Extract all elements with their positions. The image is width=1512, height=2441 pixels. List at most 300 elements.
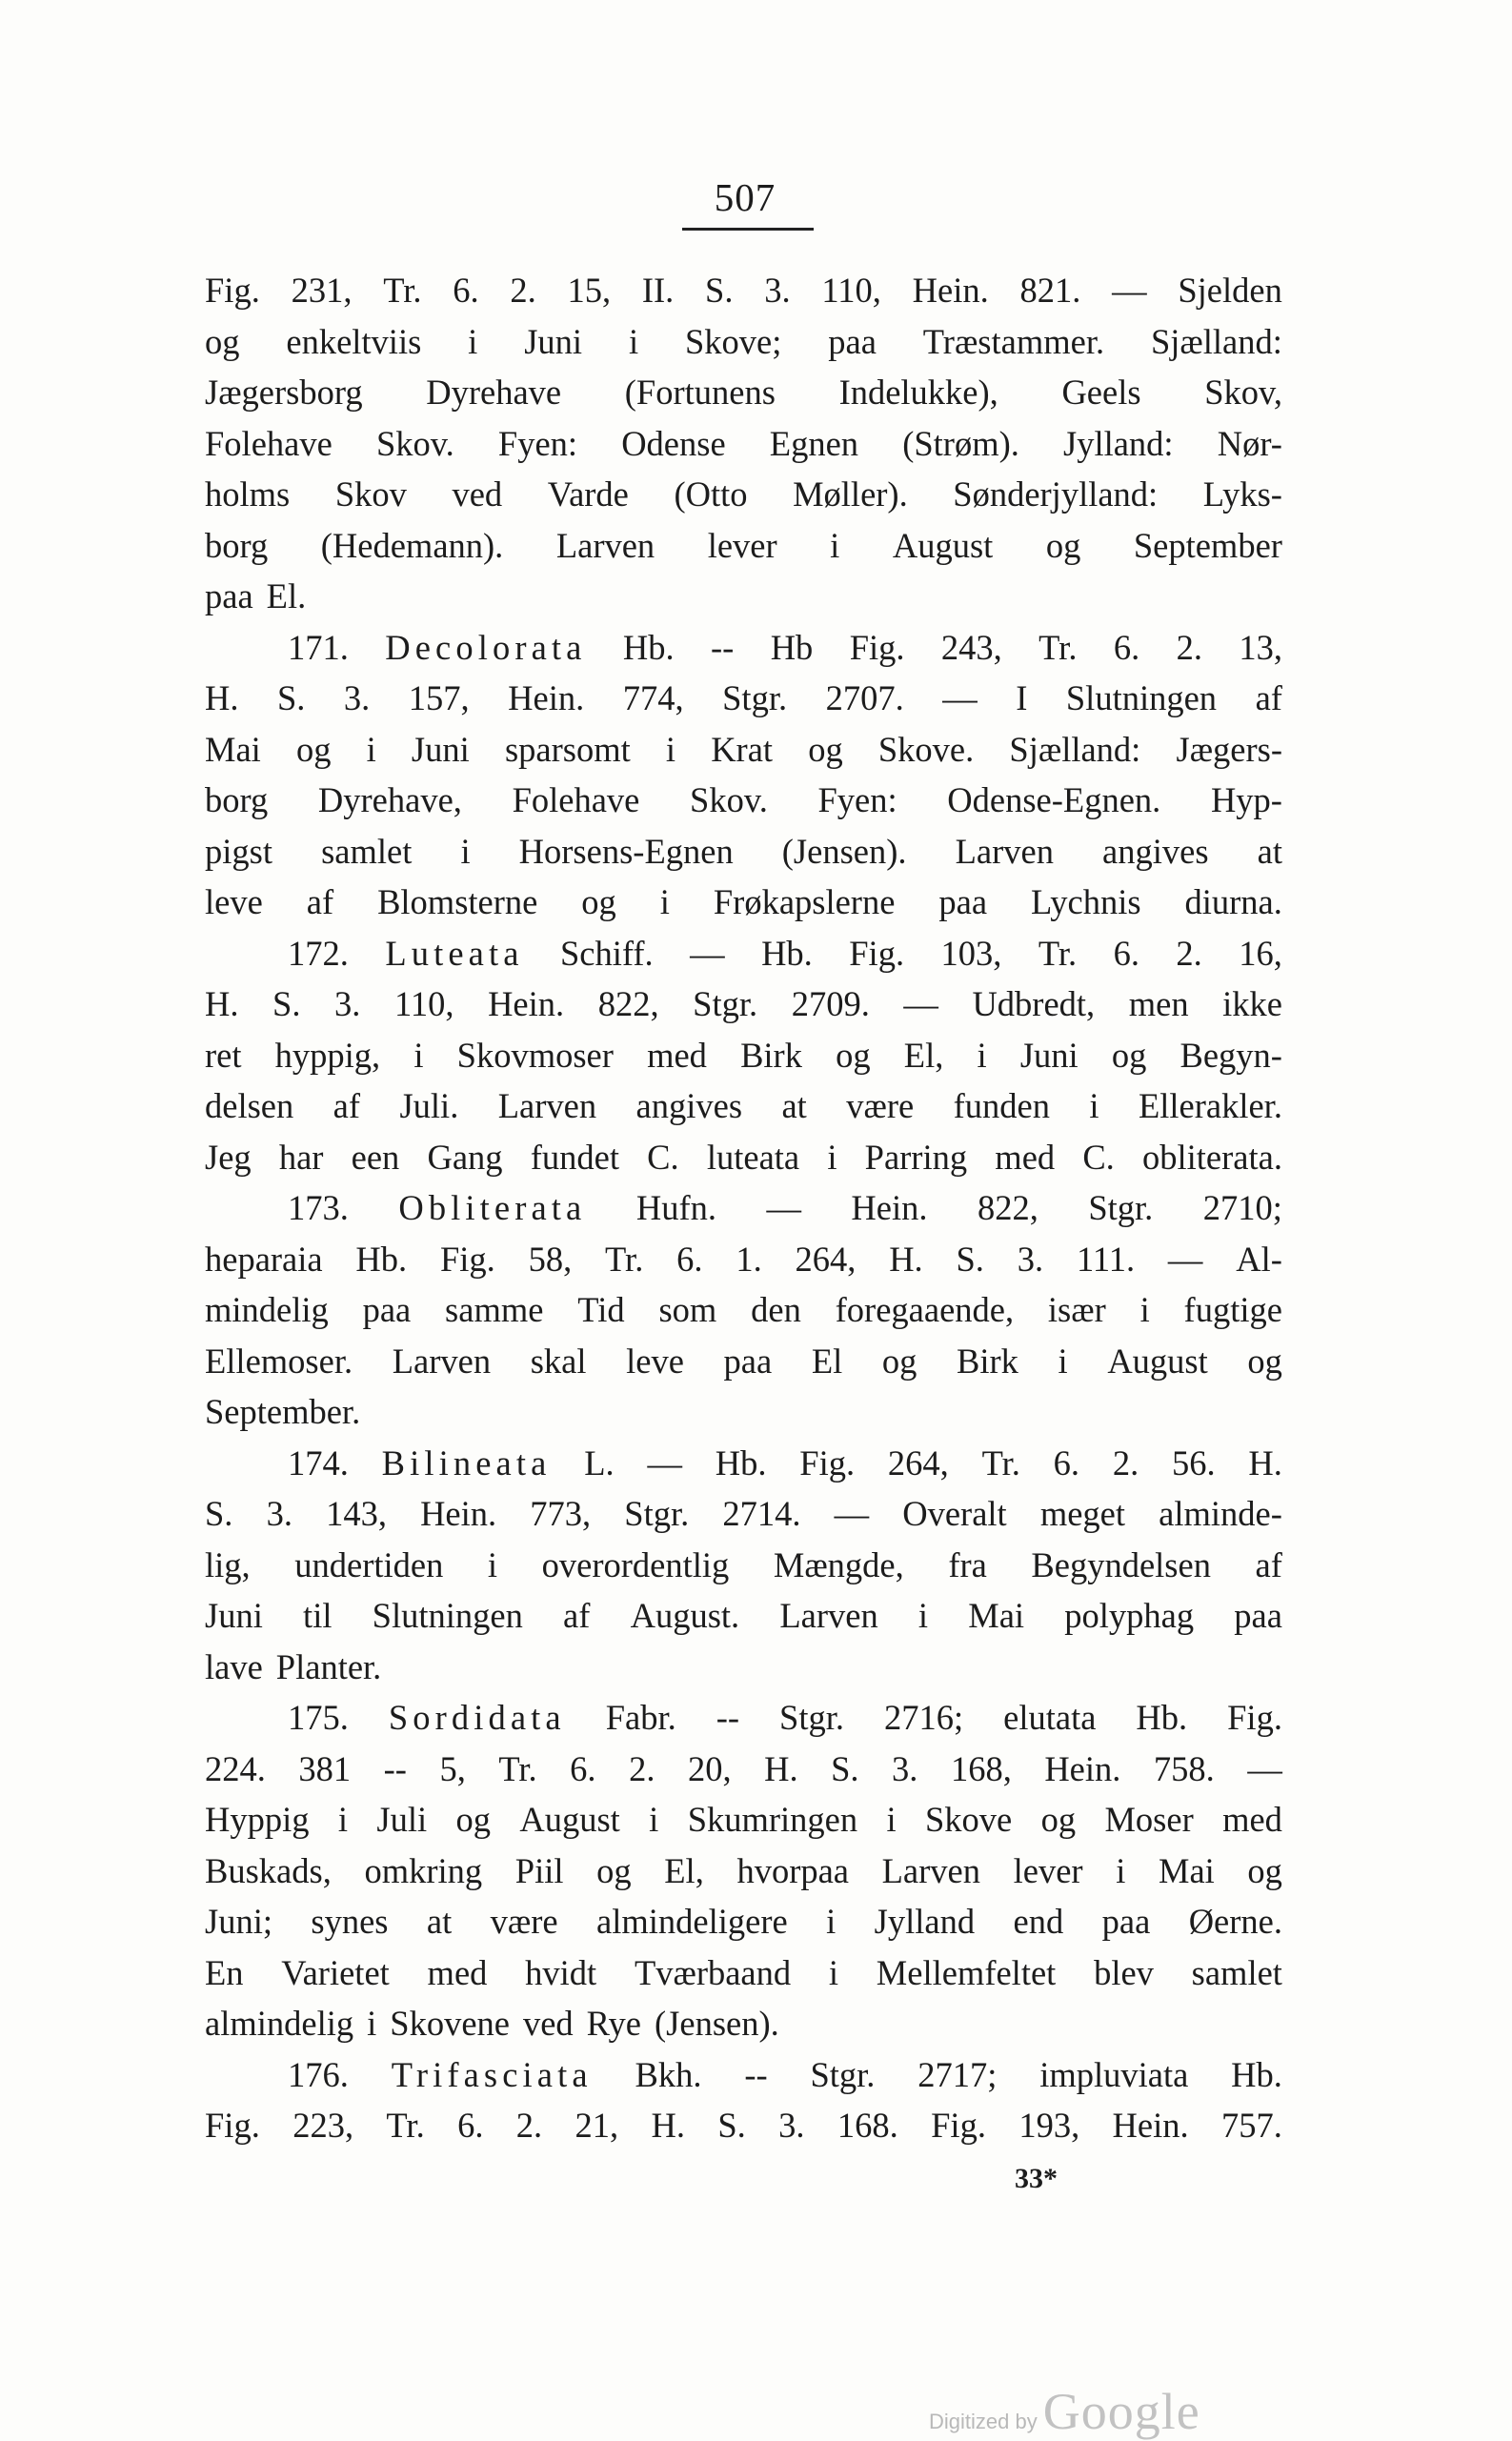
word: S. <box>831 1748 859 1788</box>
text-line <box>205 270 1282 321</box>
word: Buskads, <box>205 1850 332 1890</box>
word: -- <box>383 1748 407 1788</box>
text-line <box>205 1799 1282 1850</box>
word: 5, <box>439 1748 466 1788</box>
word: lever <box>707 525 777 565</box>
word: Jægers- <box>1176 729 1282 769</box>
word: 110, <box>393 984 454 1023</box>
word: at <box>426 1902 453 1941</box>
word: Hufn. <box>635 1188 716 1227</box>
word: S. <box>276 678 306 717</box>
word: delsen <box>205 1086 294 1125</box>
word: den <box>751 1290 801 1329</box>
word: — <box>834 1494 870 1533</box>
word: Juni; <box>205 1902 272 1941</box>
word: Skumringen <box>687 1800 858 1839</box>
text-line <box>205 1035 1282 1086</box>
word: mindelig <box>205 1290 329 1329</box>
word: især <box>1047 1290 1106 1329</box>
word: (Fortunens <box>624 373 776 412</box>
word: end <box>1013 1902 1064 1941</box>
word: med <box>995 1137 1056 1177</box>
word: fugtige <box>1183 1290 1282 1329</box>
word: borg <box>205 780 269 819</box>
word: med <box>647 1035 707 1075</box>
word: luteata <box>706 1137 800 1177</box>
word: ret <box>205 1035 242 1075</box>
word: af <box>306 882 334 921</box>
word: 16, <box>1239 933 1282 973</box>
word: og <box>1247 1850 1282 1890</box>
word: S. <box>717 2106 746 2145</box>
text-line <box>205 1493 1282 1544</box>
word: og <box>1045 525 1081 565</box>
word: Odense <box>621 423 726 463</box>
word: Hyppig <box>205 1800 310 1839</box>
word: Mellemfeltet <box>876 1952 1057 1992</box>
word: Bilineata <box>381 1442 552 1483</box>
word: 822, <box>977 1188 1038 1227</box>
word: Hein. <box>1044 1748 1121 1788</box>
word: i <box>468 321 478 361</box>
word: 264, <box>887 1442 949 1483</box>
word: i <box>827 1137 837 1177</box>
word: 174. <box>288 1442 349 1483</box>
word: Ellerakler. <box>1138 1086 1282 1125</box>
word: 6. <box>1113 627 1140 667</box>
word: Juli <box>376 1800 428 1839</box>
word: 3. <box>1017 1239 1044 1279</box>
word: 110, <box>821 271 881 310</box>
word: og <box>881 1341 917 1381</box>
word: i <box>1116 1850 1126 1890</box>
word: ved <box>452 474 503 514</box>
text-line <box>205 779 1282 831</box>
word: Bkh. <box>635 2054 702 2094</box>
word: Fig. <box>849 933 905 973</box>
word: Juni <box>205 1596 263 1635</box>
word: i <box>487 1544 498 1584</box>
word: 2. <box>1176 933 1202 973</box>
word: Lyks- <box>1202 474 1282 514</box>
text-line <box>205 983 1282 1035</box>
word: hyppig, <box>274 1035 381 1075</box>
word: 223, <box>292 2106 354 2145</box>
word: (Jensen). <box>781 831 907 871</box>
word: Sjælland: <box>1009 729 1141 769</box>
word: August <box>519 1800 620 1839</box>
word: meget <box>1039 1494 1125 1533</box>
word: Jylland: <box>1063 423 1174 463</box>
word: og <box>1111 1035 1147 1075</box>
text-line <box>205 1137 1282 1188</box>
word: Skov. <box>375 423 454 463</box>
word: 381 <box>298 1748 352 1788</box>
word: Folehave <box>512 780 640 819</box>
text-line <box>205 423 1282 474</box>
word: 58, <box>528 1239 573 1279</box>
word: Slutningen <box>1065 678 1218 717</box>
word: Odense-Egnen. <box>947 780 1161 819</box>
word: almindelig <box>205 2004 354 2043</box>
word: Fig. <box>1227 1698 1282 1737</box>
word: 168. <box>837 2106 898 2145</box>
text-line <box>205 2105 1282 2156</box>
word: Begyn- <box>1179 1035 1282 1075</box>
word: (Otto <box>674 474 748 514</box>
word: diurna. <box>1184 882 1282 921</box>
word: Stgr. <box>779 1698 845 1737</box>
word: Skovene <box>390 2004 510 2043</box>
word: 6. <box>453 271 479 310</box>
word: H. <box>764 1748 798 1788</box>
word: Luteata <box>385 933 524 973</box>
word: Mai <box>968 1596 1025 1635</box>
word: med <box>1222 1800 1282 1839</box>
word: Fig. <box>931 2106 986 2145</box>
text-line <box>205 1952 1282 2004</box>
word: Hb <box>770 627 814 667</box>
word: i <box>828 1952 839 1992</box>
word: August <box>1107 1341 1208 1381</box>
word: i <box>1139 1290 1150 1329</box>
text-line <box>205 372 1282 423</box>
word: i <box>460 831 471 871</box>
word: Decolorata <box>385 627 587 667</box>
word: August <box>892 525 994 565</box>
word: 2. <box>515 2106 543 2145</box>
word: 2717; <box>917 2054 998 2094</box>
word: — <box>1247 1748 1282 1788</box>
word: i <box>665 729 676 769</box>
word: enkeltviis <box>286 321 422 361</box>
text-line <box>205 1341 1282 1392</box>
word: Fig. <box>849 627 905 667</box>
word: borg <box>205 525 269 565</box>
word: Birk <box>740 1035 802 1075</box>
word: Skove <box>925 1800 1013 1839</box>
word: Egnen <box>769 423 859 463</box>
word: til <box>303 1596 333 1635</box>
word: Geels <box>1061 373 1141 412</box>
text-line <box>205 1646 1282 1698</box>
word: Tr. <box>981 1442 1020 1483</box>
word: Fig. <box>205 2106 260 2145</box>
text-line <box>205 1901 1282 1952</box>
word: Piil <box>514 1850 564 1890</box>
word: 6. <box>676 1239 703 1279</box>
word: i <box>1089 1086 1099 1125</box>
word: Hein. <box>420 1494 497 1533</box>
text-line <box>205 881 1282 933</box>
word: C. <box>647 1137 679 1177</box>
word: — <box>1167 1239 1203 1279</box>
word: (Strøm). <box>902 423 1019 463</box>
word: lave <box>205 1646 263 1686</box>
word: synes <box>311 1902 389 1941</box>
word: Udbredt, <box>972 984 1096 1023</box>
word: H. <box>889 1239 923 1279</box>
text-line <box>205 2054 1282 2106</box>
word: H. <box>205 984 239 1023</box>
word: Obliterata <box>398 1188 587 1227</box>
word: undertiden <box>294 1544 444 1584</box>
text-line <box>205 1187 1282 1239</box>
word: een <box>351 1137 400 1177</box>
word: Dyrehave, <box>317 780 462 819</box>
word: 175. <box>288 1698 349 1737</box>
word: II. <box>641 271 675 310</box>
word: 21, <box>575 2106 619 2145</box>
word: September. <box>205 1392 361 1431</box>
word: Hb. <box>761 933 813 973</box>
word: paa <box>1234 1596 1282 1635</box>
word: obliterata. <box>1142 1137 1282 1177</box>
word: (Hedemann). <box>320 525 504 565</box>
word: i <box>830 525 840 565</box>
word: 774, <box>622 678 684 717</box>
text-line <box>205 2003 1282 2054</box>
word: Fig. <box>439 1239 495 1279</box>
word: 773, <box>530 1494 592 1533</box>
word: men <box>1128 984 1189 1023</box>
word: Jægersborg <box>205 373 363 412</box>
word: 193, <box>1018 2106 1080 2145</box>
word: 757. <box>1220 2106 1282 2145</box>
word: — <box>690 933 725 973</box>
text-line <box>205 321 1282 373</box>
word: 2709. <box>791 984 870 1023</box>
word: funden <box>953 1086 1050 1125</box>
word: 758. <box>1153 1748 1215 1788</box>
word: 6. <box>570 1748 596 1788</box>
word: L. <box>584 1442 615 1483</box>
word: H. <box>1248 1442 1282 1483</box>
word: Skov, <box>1204 373 1282 412</box>
word: Fabr. <box>605 1698 676 1737</box>
word: S. <box>705 271 734 310</box>
word: Dyrehave <box>426 373 562 412</box>
word: pigst <box>205 831 272 871</box>
word: har <box>278 1137 324 1177</box>
word: Hb. <box>355 1239 408 1279</box>
word: leve <box>626 1341 684 1381</box>
word: i <box>917 1596 929 1635</box>
word: Planter. <box>275 1646 382 1686</box>
word: En <box>205 1952 244 1992</box>
body-text <box>205 270 1282 2156</box>
word: som <box>658 1290 717 1329</box>
word: 15, <box>567 271 612 310</box>
word: Lychnis <box>1030 882 1141 921</box>
word: 243, <box>940 627 1002 667</box>
word: Stgr. <box>693 984 758 1023</box>
word: angives <box>635 1086 743 1125</box>
word: at <box>1257 831 1282 871</box>
word: -- <box>716 1698 740 1737</box>
word: H. <box>651 2106 685 2145</box>
word: Blomsterne <box>377 882 538 921</box>
word: Al- <box>1236 1239 1282 1279</box>
word: Stgr. <box>624 1494 690 1533</box>
word: samme <box>445 1290 544 1329</box>
word: almindeligere <box>596 1902 788 1941</box>
word: Hb. <box>622 627 675 667</box>
word: 176. <box>288 2054 349 2094</box>
word: C. <box>1082 1137 1115 1177</box>
word: Juni <box>524 321 583 361</box>
word: 111. <box>1076 1239 1136 1279</box>
text-line <box>205 677 1282 729</box>
word: paa <box>938 882 988 921</box>
page-number: 507 <box>714 175 776 219</box>
word: 822, <box>597 984 659 1023</box>
word: Hein. <box>508 678 585 717</box>
word: Mai <box>1158 1850 1215 1890</box>
word: 157, <box>408 678 470 717</box>
text-line <box>205 575 1282 627</box>
word: 2. <box>1176 627 1202 667</box>
word: 56. <box>1171 1442 1216 1483</box>
page-number-rule <box>682 228 814 231</box>
word: 171. <box>288 627 349 667</box>
word: 143, <box>326 1494 387 1533</box>
word: Hein. <box>488 984 565 1023</box>
word: være <box>490 1902 558 1941</box>
word: lever <box>1013 1850 1083 1890</box>
word: Skove. <box>877 729 975 769</box>
word: af <box>1255 1544 1282 1584</box>
word: paa <box>828 321 877 361</box>
word: Indelukke), <box>838 373 998 412</box>
word: Birk <box>957 1341 1018 1381</box>
word: Begyndelsen <box>1031 1544 1211 1584</box>
word: August. <box>630 1596 740 1635</box>
word: Horsens-Egnen <box>518 831 734 871</box>
word: Juli. <box>399 1086 459 1125</box>
word: Mængde, <box>773 1544 904 1584</box>
text-line <box>205 627 1282 678</box>
word: Hb. <box>1136 1698 1188 1737</box>
word: Trifasciata <box>391 2054 593 2094</box>
word: — <box>903 984 938 1023</box>
text-line <box>205 1850 1282 1902</box>
word: Skov. <box>690 780 768 819</box>
word: Tværbaand <box>634 1952 792 1992</box>
word: ikke <box>1222 984 1282 1023</box>
word: Jeg <box>205 1137 252 1177</box>
word: Larven <box>555 525 655 565</box>
word: omkring <box>364 1850 483 1890</box>
word: Hein. <box>1112 2106 1189 2145</box>
word: blev <box>1094 1952 1154 1992</box>
word: i <box>628 321 639 361</box>
word: 168, <box>950 1748 1012 1788</box>
word: Tr. <box>498 1748 537 1788</box>
word: hvidt <box>525 1952 597 1992</box>
word: Moser <box>1104 1800 1194 1839</box>
word: fundet <box>530 1137 619 1177</box>
word: Larven <box>497 1086 597 1125</box>
word: 20, <box>687 1748 732 1788</box>
word: skal <box>530 1341 587 1381</box>
word: Tr. <box>383 271 422 310</box>
word: 2. <box>1112 1442 1139 1483</box>
word: 3. <box>334 984 361 1023</box>
word: 2. <box>629 1748 655 1788</box>
word: af <box>563 1596 591 1635</box>
word: Skove; <box>684 321 782 361</box>
word: af <box>333 1086 361 1125</box>
word: Tr. <box>1038 627 1078 667</box>
word: fra <box>948 1544 987 1584</box>
word: og <box>455 1800 491 1839</box>
word: paa <box>362 1290 412 1329</box>
word: 13, <box>1239 627 1282 667</box>
digitized-watermark <box>929 2382 1200 2441</box>
word: heparaia <box>205 1239 323 1279</box>
word: 231, <box>291 271 353 310</box>
word: Stgr. <box>722 678 788 717</box>
word: 2. <box>510 271 536 310</box>
word: i <box>886 1800 897 1839</box>
word: Tid <box>577 1290 625 1329</box>
watermark-prefix: Digitized by <box>929 2410 1038 2433</box>
word: 2710; <box>1202 1188 1282 1227</box>
word: hvorpaa <box>736 1850 850 1890</box>
word: El, <box>903 1035 944 1075</box>
text-line <box>205 933 1282 984</box>
word: og <box>295 729 332 769</box>
word: Frøkapslerne <box>713 882 896 921</box>
word: Stgr. <box>810 2054 876 2094</box>
word: Schiff. <box>559 933 654 973</box>
text-line <box>205 1595 1282 1646</box>
word: Sordidata <box>388 1698 566 1737</box>
word: Skovmoser <box>456 1035 614 1075</box>
word: Folehave <box>205 423 333 463</box>
signature-mark: 33* <box>1015 2163 1058 2194</box>
word: Fyen: <box>817 780 897 819</box>
word: Stgr. <box>1088 1188 1154 1227</box>
word: paa <box>205 576 253 615</box>
word: Møller). <box>793 474 908 514</box>
word: 172. <box>288 933 349 973</box>
word: (Jensen). <box>655 2004 779 2043</box>
word: samlet <box>1191 1952 1282 1992</box>
word: Tr. <box>605 1239 644 1279</box>
word: Larven <box>881 1850 980 1890</box>
word: overordentlig <box>541 1544 730 1584</box>
word: Rye <box>586 2004 642 2043</box>
word: Varde <box>547 474 629 514</box>
word: 3. <box>343 678 371 717</box>
word: Juni <box>411 729 470 769</box>
word: foregaaende, <box>835 1290 1015 1329</box>
word: Gang <box>427 1137 503 1177</box>
word: 3. <box>778 2106 805 2145</box>
word: 103, <box>940 933 1002 973</box>
word: ved <box>522 2004 574 2043</box>
word: af <box>1255 678 1282 717</box>
word: Øerne. <box>1188 1902 1282 1941</box>
word: Sjelden <box>1178 271 1282 310</box>
word: Varietet <box>281 1952 390 1992</box>
word: Nør- <box>1217 423 1282 463</box>
word: holms <box>205 474 291 514</box>
text-line <box>205 1748 1282 1800</box>
word: Tr. <box>386 2106 425 2145</box>
